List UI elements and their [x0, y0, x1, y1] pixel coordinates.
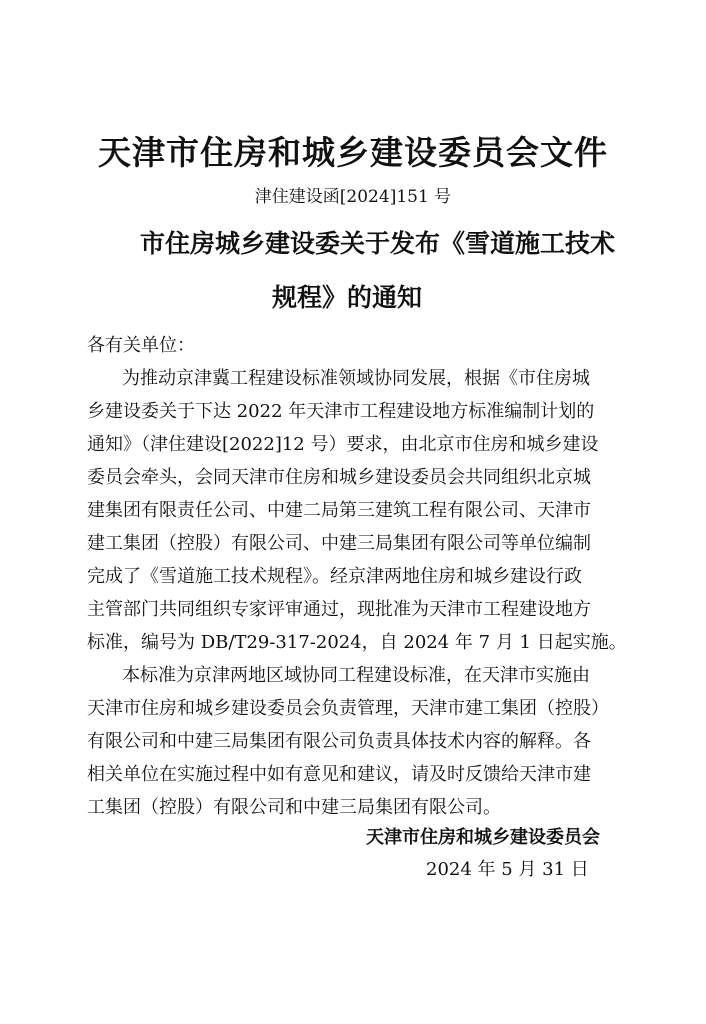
paragraph-1-line-5: 建集团有限责任公司、中建二局第三建筑工程有限公司、天津市: [87, 500, 591, 521]
paragraph-2-line-3: 有限公司和中建三局集团有限公司负责具体技术内容的解释。各: [87, 731, 591, 752]
paragraph-2-line-5: 工集团（控股）有限公司和中建三局集团有限公司。: [87, 797, 501, 818]
signature-date: 2024 年 5 月 31 日: [426, 859, 589, 880]
document-number: 津住建设函[2024]151 号: [254, 187, 452, 207]
paragraph-1-line-4: 委员会牵头，会同天津市住房和城乡建设委员会共同组织北京城: [87, 467, 591, 488]
paragraph-1-line-9: 标准，编号为 DB/T29-317-2024，自 2024 年 7 月 1 日起实施。: [87, 632, 627, 653]
paragraph-1-line-3: 通知》（津住建设[2022]12 号）要求，由北京市住房和城乡建设: [87, 434, 599, 455]
paragraph-1-line-7: 完成了《雪道施工技术规程》。经京津两地住房和城乡建设行政: [87, 566, 582, 587]
paragraph-2-line-1: 本标准为京津两地区域协同工程建设标准，在天津市实施由: [122, 665, 590, 686]
paragraph-2-line-2: 天津市住房和城乡建设委员会负责管理，天津市建工集团（控股）: [87, 698, 609, 719]
paragraph-1-line-8: 主管部门共同组织专家评审通过，现批准为天津市工程建设地方: [87, 599, 591, 620]
salutation: 各有关单位：: [87, 335, 195, 356]
paragraph-2-line-4: 相关单位在实施过程中如有意见和建议，请及时反馈给天津市建: [87, 764, 591, 785]
notice-title-line-2: 规程》的通知: [272, 283, 423, 312]
signature-organization: 天津市住房和城乡建设委员会: [366, 827, 600, 848]
document-header-title: 天津市住房和城乡建设委员会文件: [98, 133, 608, 172]
notice-title-line-1: 市住房城乡建设委关于发布《雪道施工技术: [140, 229, 616, 258]
paragraph-1-line-6: 建工集团（控股）有限公司、中建三局集团有限公司等单位编制: [87, 533, 591, 554]
paragraph-1-line-2: 乡建设委关于下达 2022 年天津市工程建设地方标准编制计划的: [87, 401, 595, 422]
paragraph-1-line-1: 为推动京津冀工程建设标准领域协同发展，根据《市住房城: [122, 368, 590, 389]
